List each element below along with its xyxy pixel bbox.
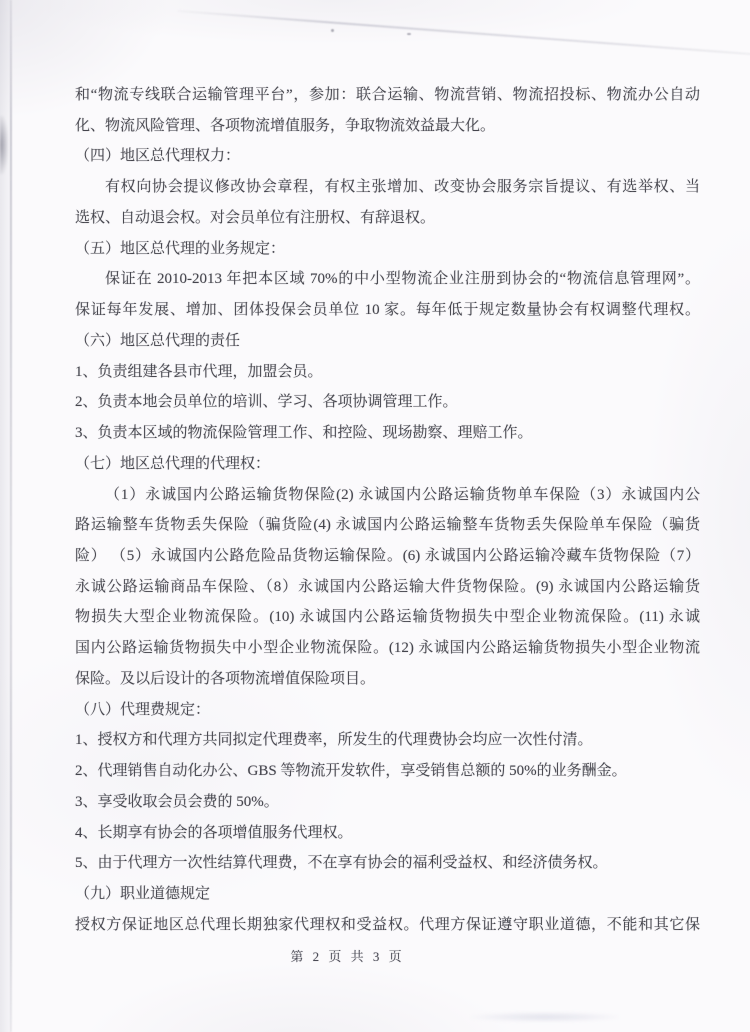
text-line: 有权向协会提议修改协会章程，有权主张增加、改变协会服务宗旨提议、有选举权、当 xyxy=(105,179,700,196)
text-line: 4、长期享有协会的各项增值服务代理权。 xyxy=(75,824,353,841)
text-line: 1、授权方和代理方共同拟定代理费率，所发生的代理费协会均应一次性付清。 xyxy=(75,732,593,749)
page-number xyxy=(35,947,660,967)
text-line: 保险。及以后设计的各项物流增值保险项目。 xyxy=(75,670,376,687)
text-line: 3、负责本区域的物流保险管理工作、和控险、现场勘察、理赔工作。 xyxy=(75,425,533,442)
text-line: 保证在 2010-2013 年把本区域 70%的中小型物流企业注册到协会的“物流信息管理网”。 xyxy=(105,271,700,288)
text-line: 5、由于代理方一次性结算代理费，不在享有协会的福利受益权、和经济债务权。 xyxy=(75,855,608,872)
scan-smudge-left xyxy=(0,116,8,174)
scan-crease-line-left xyxy=(10,0,12,1032)
text-line: 化、物流风险管理、各项物流增值服务，争取物流效益最大化。 xyxy=(75,117,496,134)
page-number-text: 第 2 页 共 3 页 xyxy=(290,949,405,964)
text-line: 2、负责本地会员单位的培训、学习、各项协调管理工作。 xyxy=(75,394,458,411)
text-line: 国内公路运输货物损失中小型企业物流保险。(12) 永诚国内公路运输货物损失小型企业物流 xyxy=(75,640,700,657)
text-line: 2、代理销售自动化办公、GBS 等物流开发软件，享受销售总额的 50%的业务酬金。 xyxy=(75,763,627,780)
text-line: （六）地区总代理的责任 xyxy=(75,332,241,349)
text-line: 险） （5）永诚国内公路危险品货物运输保险。(6) 永诚国内公路运输冷藏车货物保险（7） xyxy=(75,548,700,565)
text-line: （七）地区总代理的代理权： xyxy=(75,455,271,472)
scan-smudge-bottom xyxy=(470,1012,620,1022)
scan-speck xyxy=(407,33,411,35)
text-line: 永诚公路运输商品车保险、（8）永诚国内公路运输大件货物保险。(9) 永诚国内公路运输货 xyxy=(75,578,700,595)
text-line: 路运输整车货物丢失保险（骗货险(4) 永诚国内公路运输整车货物丢失保险单车保险（骗货 xyxy=(75,517,700,534)
text-line: （九）职业道德规定 xyxy=(75,886,211,903)
text-line: （四）地区总代理权力： xyxy=(75,148,241,165)
text-line: （1）永诚国内公路运输货物保险(2) 永诚国内公路运输货物单车保险（3）永诚国内公 xyxy=(105,486,700,503)
document-body xyxy=(75,80,700,941)
scan-edge-shadow-left xyxy=(0,0,11,1032)
text-line: （八）代理费规定： xyxy=(75,701,211,718)
text-line: 1、负责组建各县市代理，加盟会员。 xyxy=(75,363,323,380)
text-line: 保证每年发展、增加、团体投保会员单位 10 家。每年低于规定数量协会有权调整代理权。 xyxy=(75,302,700,319)
text-line: 物损失大型企业物流保险。(10) 永诚国内公路运输货物损失中型企业物流保险。(11) 永诚 xyxy=(75,609,700,626)
text-line: （五）地区总代理的业务规定： xyxy=(75,240,286,257)
text-line: 和“物流专线联合运输管理平台”，参加：联合运输、物流营销、物流招投标、物流办公自动 xyxy=(75,87,700,103)
scan-crease-line-top xyxy=(178,10,750,58)
text-line: 授权方保证地区总代理长期独家代理权和受益权。代理方保证遵守职业道德，不能和其它保 xyxy=(75,916,700,933)
text-line: 选权、自动退会权。对会员单位有注册权、有辞退权。 xyxy=(75,209,436,226)
scan-speck xyxy=(331,29,334,32)
text-line: 3、享受收取会员会费的 50%。 xyxy=(75,793,279,810)
